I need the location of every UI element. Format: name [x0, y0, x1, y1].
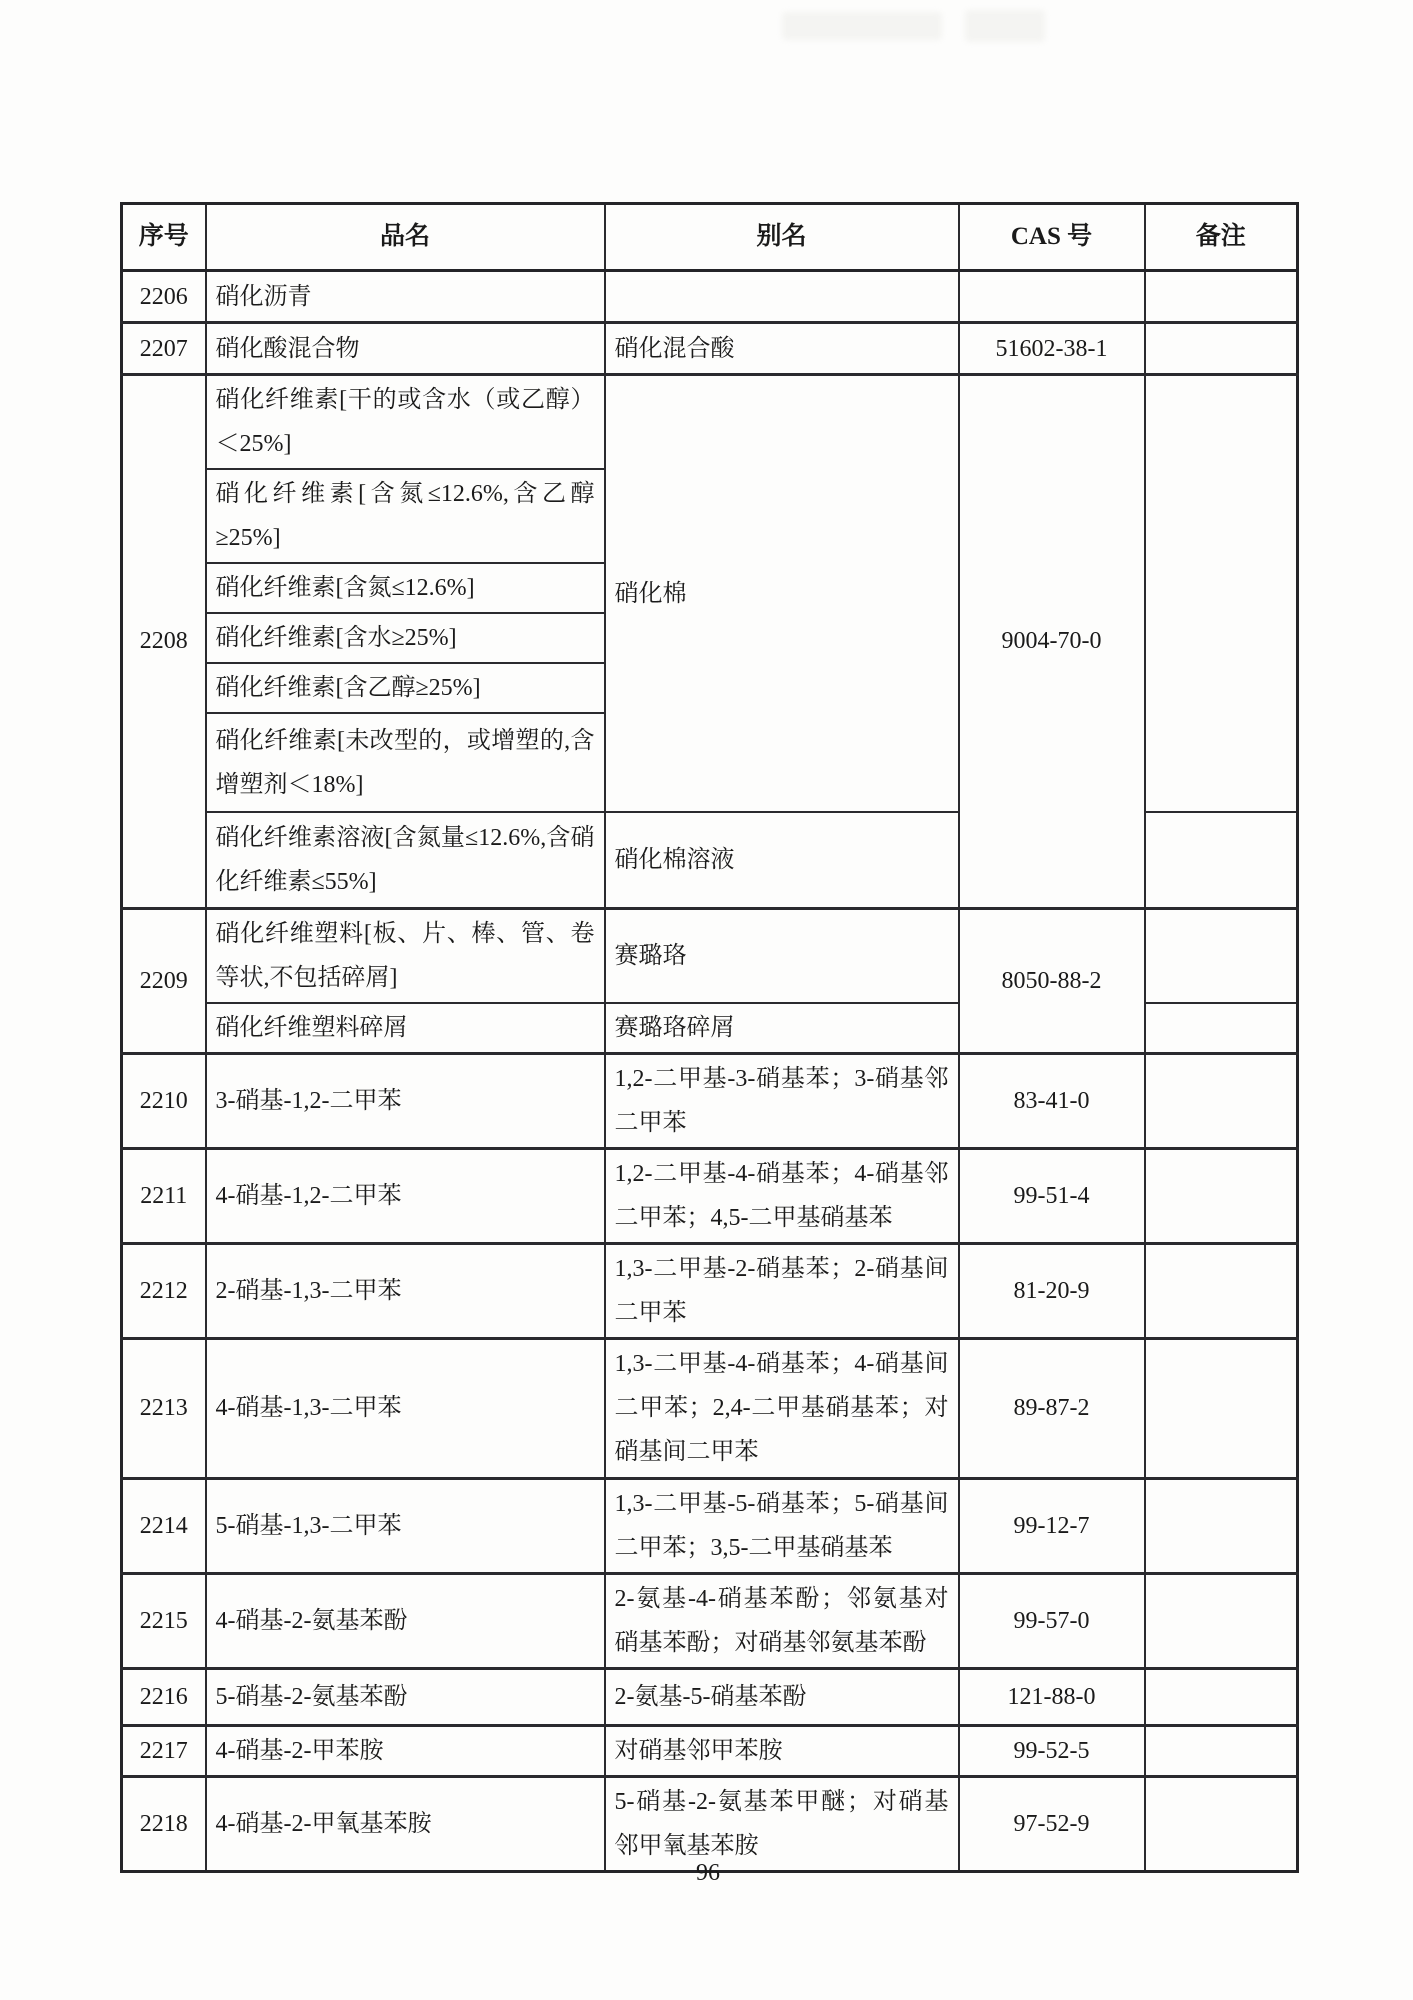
serial-cell: 2218: [122, 1776, 206, 1871]
alias-cell: [605, 271, 959, 323]
header-serial: 序号: [122, 204, 206, 271]
serial-cell: 2216: [122, 1668, 206, 1725]
remark-cell: [1145, 1243, 1298, 1338]
remark-cell: [1145, 271, 1298, 323]
product-name-cell: 硝化纤维塑料[板、片、棒、管、卷等状,不包括碎屑]: [206, 908, 605, 1003]
cas-cell: 51602-38-1: [959, 323, 1145, 375]
cas-cell: 81-20-9: [959, 1243, 1145, 1338]
product-name-cell: 硝化纤维素[干的或含水（或乙醇）＜25%]: [206, 375, 605, 470]
alias-cell: 硝化棉溶液: [605, 812, 959, 908]
alias-cell: 对硝基邻甲苯胺: [605, 1725, 959, 1776]
chemicals-table-container: [120, 202, 1296, 1873]
product-name-cell: 4-硝基-1,2-二甲苯: [206, 1148, 605, 1243]
product-name-cell: 4-硝基-1,3-二甲苯: [206, 1338, 605, 1478]
serial-cell: 2214: [122, 1478, 206, 1573]
product-name-cell: 硝化纤维素[含氮≤12.6%]: [206, 563, 605, 613]
cas-cell: [959, 271, 1145, 323]
cas-cell: 89-87-2: [959, 1338, 1145, 1478]
remark-cell: [1145, 1725, 1298, 1776]
alias-cell: 1,3-二甲基-2-硝基苯；2-硝基间二甲苯: [605, 1243, 959, 1338]
serial-cell: 2209: [122, 908, 206, 1053]
product-name-cell: 硝化纤维素[含乙醇≥25%]: [206, 663, 605, 713]
remark-cell: [1145, 1003, 1298, 1054]
serial-cell: 2210: [122, 1053, 206, 1148]
remark-cell: [1145, 1776, 1298, 1871]
remark-cell: [1145, 1573, 1298, 1668]
scan-artifact: [965, 10, 1045, 42]
table-row: [122, 1243, 1298, 1338]
table-row: [122, 1053, 1298, 1148]
product-name-cell: 5-硝基-2-氨基苯酚: [206, 1668, 605, 1725]
scan-artifact: [782, 12, 942, 40]
cas-cell: 97-52-9: [959, 1776, 1145, 1871]
remark-cell: [1145, 323, 1298, 375]
serial-cell: 2211: [122, 1148, 206, 1243]
alias-cell: 1,2-二甲基-4-硝基苯；4-硝基邻二甲苯；4,5-二甲基硝基苯: [605, 1148, 959, 1243]
serial-cell: 2207: [122, 323, 206, 375]
alias-cell: 2-氨基-4-硝基苯酚；邻氨基对硝基苯酚；对硝基邻氨基苯酚: [605, 1573, 959, 1668]
remark-cell: [1145, 1668, 1298, 1725]
product-name-cell: 硝化纤维素[含水≥25%]: [206, 613, 605, 663]
product-name-cell: 硝化纤维素[未改型的，或增塑的,含增塑剂＜18%]: [206, 713, 605, 812]
product-name-cell: 硝化纤维素[含氮≤12.6%,含乙醇≥25%]: [206, 469, 605, 563]
table-row: [122, 375, 1298, 470]
serial-cell: 2212: [122, 1243, 206, 1338]
alias-cell: 2-氨基-5-硝基苯酚: [605, 1668, 959, 1725]
cas-cell: 83-41-0: [959, 1053, 1145, 1148]
header-row: [122, 204, 1298, 271]
table-row: [122, 1776, 1298, 1871]
header-alias: 别名: [605, 204, 959, 271]
cas-cell: 121-88-0: [959, 1668, 1145, 1725]
serial-cell: 2215: [122, 1573, 206, 1668]
product-name-cell: 硝化纤维素溶液[含氮量≤12.6%,含硝化纤维素≤55%]: [206, 812, 605, 908]
cas-cell: 99-52-5: [959, 1725, 1145, 1776]
remark-cell: [1145, 812, 1298, 908]
header-product-name: 品名: [206, 204, 605, 271]
page-number: 96: [696, 1860, 720, 1886]
alias-cell: 赛璐珞: [605, 908, 959, 1003]
cas-cell: 8050-88-2: [959, 908, 1145, 1053]
table-row: [122, 1338, 1298, 1478]
cas-cell: 9004-70-0: [959, 375, 1145, 909]
product-name-cell: 5-硝基-1,3-二甲苯: [206, 1478, 605, 1573]
alias-cell: 1,2-二甲基-3-硝基苯；3-硝基邻二甲苯: [605, 1053, 959, 1148]
cas-cell: 99-57-0: [959, 1573, 1145, 1668]
header-remark: 备注: [1145, 204, 1298, 271]
remark-cell: [1145, 1053, 1298, 1148]
table-row: [122, 1573, 1298, 1668]
table-row: [122, 908, 1298, 1003]
product-name-cell: 硝化纤维塑料碎屑: [206, 1003, 605, 1054]
product-name-cell: 硝化酸混合物: [206, 323, 605, 375]
remark-cell: [1145, 375, 1298, 813]
alias-cell: 1,3-二甲基-5-硝基苯；5-硝基间二甲苯；3,5-二甲基硝基苯: [605, 1478, 959, 1573]
serial-cell: 2206: [122, 271, 206, 323]
alias-cell: 赛璐珞碎屑: [605, 1003, 959, 1054]
alias-cell: 硝化棉: [605, 375, 959, 813]
table-row: [122, 323, 1298, 375]
table-row: [122, 1478, 1298, 1573]
serial-cell: 2213: [122, 1338, 206, 1478]
chemicals-table: [120, 202, 1299, 1873]
product-name-cell: 硝化沥青: [206, 271, 605, 323]
remark-cell: [1145, 1478, 1298, 1573]
product-name-cell: 4-硝基-2-甲苯胺: [206, 1725, 605, 1776]
remark-cell: [1145, 1148, 1298, 1243]
product-name-cell: 2-硝基-1,3-二甲苯: [206, 1243, 605, 1338]
product-name-cell: 3-硝基-1,2-二甲苯: [206, 1053, 605, 1148]
header-cas: CAS 号: [959, 204, 1145, 271]
alias-cell: 硝化混合酸: [605, 323, 959, 375]
remark-cell: [1145, 908, 1298, 1003]
table-row: [122, 271, 1298, 323]
cas-cell: 99-12-7: [959, 1478, 1145, 1573]
table-row: [122, 1668, 1298, 1725]
alias-cell: 5-硝基-2-氨基苯甲醚；对硝基邻甲氧基苯胺: [605, 1776, 959, 1871]
cas-cell: 99-51-4: [959, 1148, 1145, 1243]
table-row: [122, 1148, 1298, 1243]
remark-cell: [1145, 1338, 1298, 1478]
product-name-cell: 4-硝基-2-甲氧基苯胺: [206, 1776, 605, 1871]
alias-cell: 1,3-二甲基-4-硝基苯；4-硝基间二甲苯；2,4-二甲基硝基苯；对硝基间二甲苯: [605, 1338, 959, 1478]
serial-cell: 2217: [122, 1725, 206, 1776]
product-name-cell: 4-硝基-2-氨基苯酚: [206, 1573, 605, 1668]
table-row: [122, 1725, 1298, 1776]
serial-cell: 2208: [122, 375, 206, 909]
